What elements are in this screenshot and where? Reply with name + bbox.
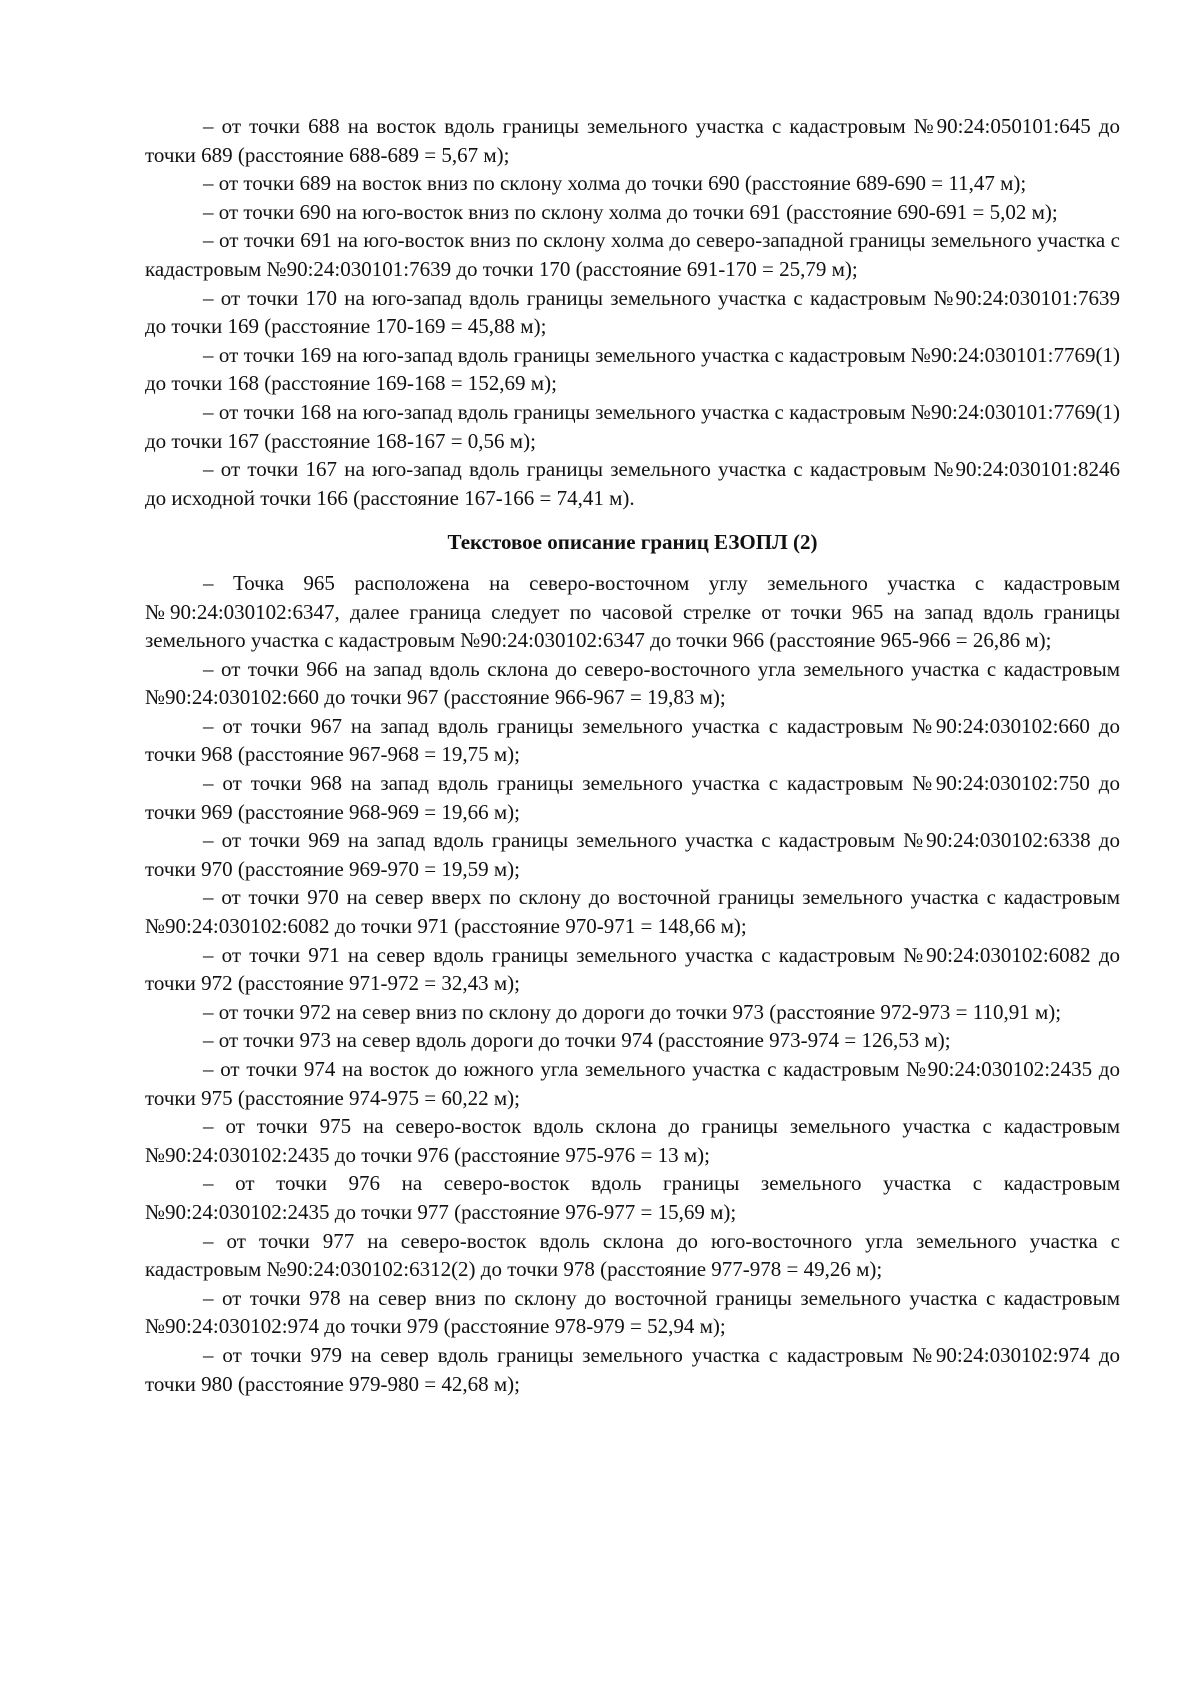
boundary-paragraph: – от точки 690 на юго-восток вниз по склону холма до точки 691 (расстояние 690-691 = 5,02 м);	[203, 199, 1058, 224]
boundary-paragraph: – от точки 689 на восток вниз по склону холма до точки 690 (расстояние 689-690 = 11,47 м);	[203, 171, 1027, 196]
boundary-paragraph: – от точки 968 на запад вдоль границы земельного участка с кадастровым №90:24:030102:750 до точки 969 (расстояние 968-969 = 19,66 м);	[145, 771, 1120, 824]
boundary-paragraph: – Точка 965 расположена на северо-восточном углу земельного участка с кадастровым №90:24:030102:6347, далее граница следует по часовой стрелке от точки 965 на запад вдоль границы земельного участка с кадастровым №90:24:030102:6347 до точки 966 (расстояние 965-966 = 26,86 м);	[145, 570, 1120, 653]
boundary-paragraph: – от точки 975 на северо-восток вдоль склона до границы земельного участка с кадастровым №90:24:030102:2435 до точки 976 (расстояние 975-976 = 13 м);	[145, 1114, 1120, 1167]
boundary-paragraph: – от точки 688 на восток вдоль границы земельного участка с кадастровым №90:24:050101:645 до точки 689 (расстояние 688-689 = 5,67 м);	[145, 114, 1120, 167]
section-heading: Текстовое описание границ ЕЗОПЛ (2)	[447, 530, 818, 555]
boundary-paragraph: – от точки 168 на юго-запад вдоль границы земельного участка с кадастровым №90:24:030101:7769(1) до точки 167 (расстояние 168-167 = 0,56 м);	[145, 399, 1120, 453]
boundary-paragraph: – от точки 979 на север вдоль границы земельного участка с кадастровым №90:24:030102:974 до точки 980 (расстояние 979-980 = 42,68 м);	[145, 1342, 1120, 1396]
boundary-paragraph: – от точки 976 на северо-восток вдоль границы земельного участка с кадастровым №90:24:030102:2435 до точки 977 (расстояние 976-977 = 15,69 м);	[145, 1171, 1120, 1224]
boundary-paragraph: – от точки 977 на северо-восток вдоль склона до юго-восточного угла земельного участка с кадастровым №90:24:030102:6312(2) до точки 978 (расстояние 977-978 = 49,26 м);	[145, 1228, 1120, 1282]
boundary-paragraph: – от точки 978 на север вниз по склону до восточной границы земельного участка с кадастровым №90:24:030102:974 до точки 979 (расстояние 978-979 = 52,94 м);	[145, 1285, 1120, 1339]
boundary-paragraph: – от точки 167 на юго-запад вдоль границы земельного участка с кадастровым №90:24:030101:8246 до исходной точки 166 (расстояние 167-166 = 74,41 м).	[145, 457, 1120, 510]
section-2	[145, 569, 1120, 1398]
document-page	[145, 112, 1120, 1398]
boundary-paragraph: – от точки 974 на восток до южного угла земельного участка с кадастровым №90:24:030102:2435 до точки 975 (расстояние 974-975 = 60,22 м);	[145, 1057, 1120, 1110]
boundary-paragraph: – от точки 169 на юго-запад вдоль границы земельного участка с кадастровым №90:24:030101:7769(1) до точки 168 (расстояние 169-168 = 152,69 м);	[145, 342, 1120, 396]
boundary-paragraph: – от точки 972 на север вниз по склону до дороги до точки 973 (расстояние 972-973 = 110,91 м);	[203, 999, 1062, 1024]
boundary-paragraph: – от точки 691 на юго-восток вниз по склону холма до северо-западной границы земельного участка с кадастровым №90:24:030101:7639 до точки 170 (расстояние 691-170 = 25,79 м);	[145, 228, 1120, 281]
boundary-paragraph: – от точки 969 на запад вдоль границы земельного участка с кадастровым №90:24:030102:6338 до точки 970 (расстояние 969-970 = 19,59 м);	[145, 828, 1120, 881]
boundary-paragraph: – от точки 970 на север вверх по склону до восточной границы земельного участка с кадастровым №90:24:030102:6082 до точки 971 (расстояние 970-971 = 148,66 м);	[145, 885, 1120, 939]
boundary-paragraph: – от точки 973 на север вдоль дороги до точки 974 (расстояние 973-974 = 126,53 м);	[203, 1028, 951, 1053]
boundary-paragraph: – от точки 170 на юго-запад вдоль границы земельного участка с кадастровым №90:24:030101:7639 до точки 169 (расстояние 170-169 = 45,88 м);	[145, 285, 1120, 339]
boundary-paragraph: – от точки 971 на север вдоль границы земельного участка с кадастровым №90:24:030102:6082 до точки 972 (расстояние 971-972 = 32,43 м);	[145, 942, 1120, 996]
section-1	[145, 112, 1120, 512]
boundary-paragraph: – от точки 967 на запад вдоль границы земельного участка с кадастровым №90:24:030102:660 до точки 968 (расстояние 967-968 = 19,75 м);	[145, 713, 1120, 767]
boundary-paragraph: – от точки 966 на запад вдоль склона до северо-восточного угла земельного участка с кадастровым №90:24:030102:660 до точки 967 (расстояние 966-967 = 19,83 м);	[145, 656, 1120, 710]
